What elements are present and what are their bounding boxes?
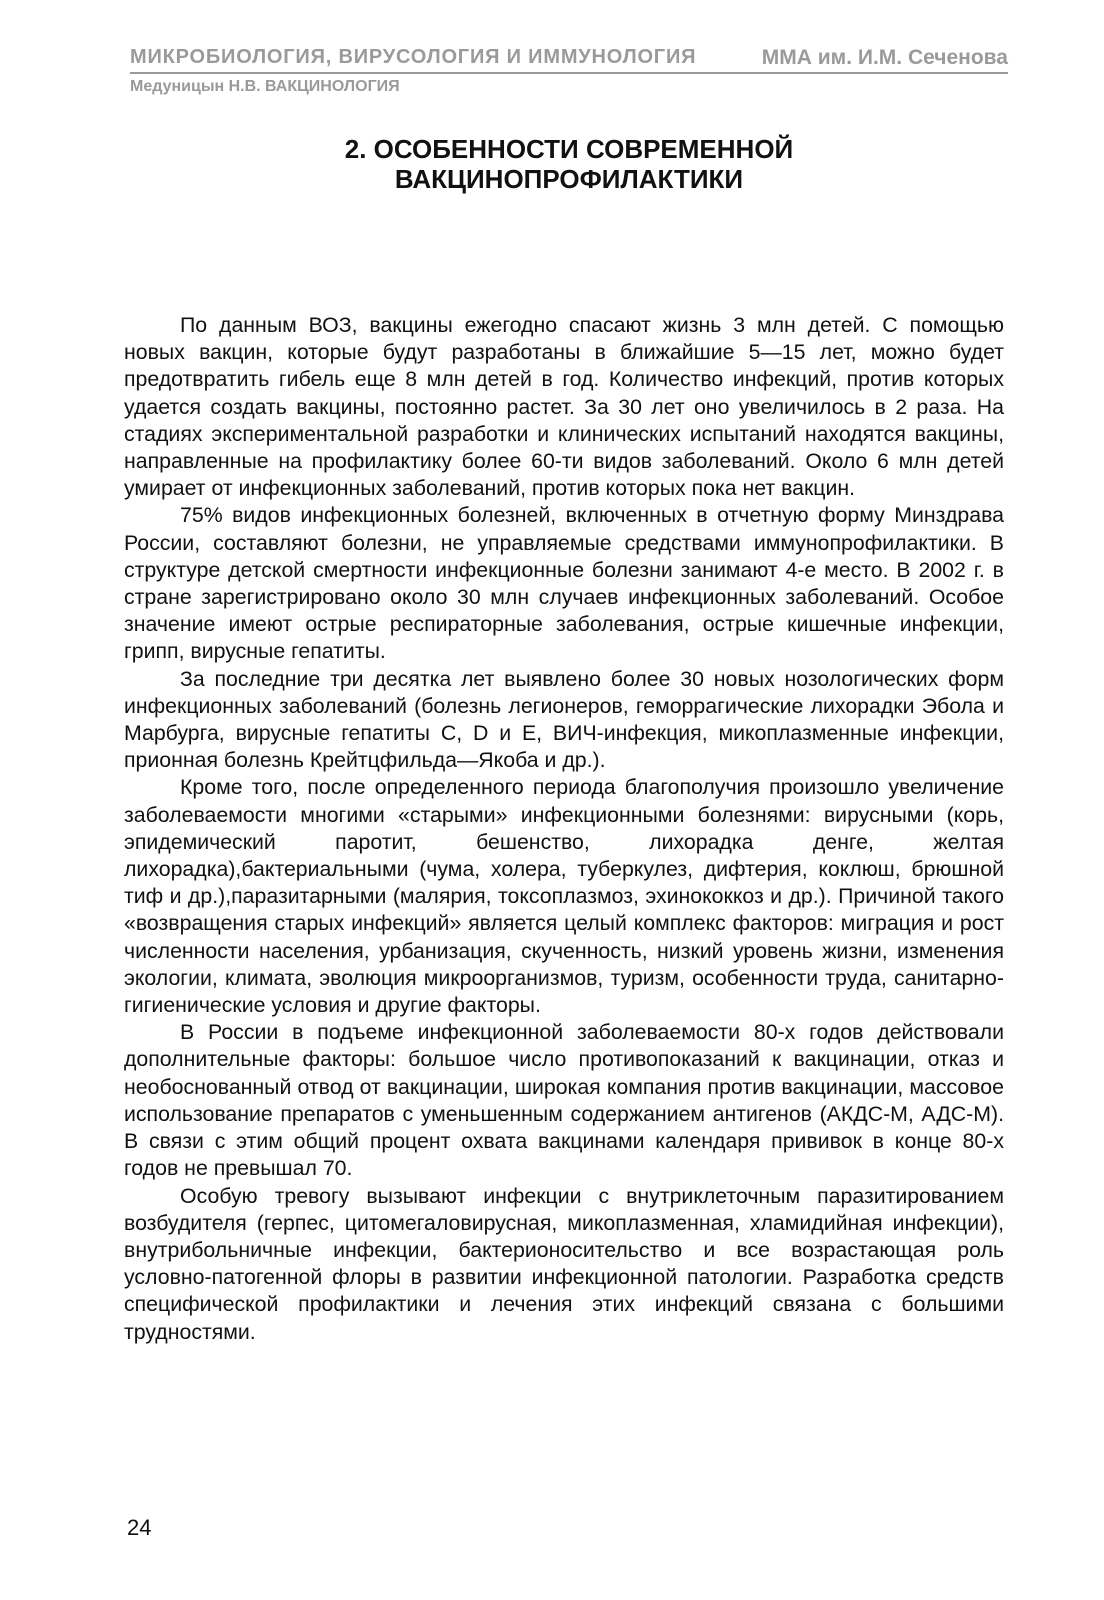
chapter-title-line-1: 2. ОСОБЕННОСТИ СОВРЕМЕННОЙ xyxy=(344,134,794,164)
paragraph-2: 75% видов инфекционных болезней, включенных в отчетную форму Минздрава России, составляют болезни, не управляемые средствами иммунопрофилактики. В структуре детской смертности инфекционные болезни занимают 4-е место. В 2002 г. в стране зарегистрировано около 30 млн случаев инфекционных заболеваний. Особое значение имеют острые респираторные заболевания, острые кишечные инфекции, грипп, вирусные гепатиты. xyxy=(124,503,1004,664)
page-header xyxy=(0,0,1104,100)
body-text xyxy=(124,312,1004,1346)
paragraph-1: По данным ВОЗ, вакцины ежегодно спасают жизнь 3 млн детей. С помощью новых вакцин, которые будут разработаны в ближайшие 5—15 лет, можно будет предотвратить гибель еще 8 млн детей в год. Количество инфекций, против которых удается создать вакцины, постоянно растет. За 30 лет оно увеличилось в 2 раза. На стадиях экспериментальной разработки и клинических испытаний находятся вакцины, направленные на профилактику более 60-ти видов заболеваний. Около 6 млн детей умирает от инфекционных заболеваний, против которых пока нет вакцин. xyxy=(124,313,1004,501)
paragraph-6: Особую тревогу вызывают инфекции с внутриклеточным паразитированием возбудителя (герпес, цитомегаловирусная, микоплазменная, хламидийная инфекции), внутрибольничные инфекции, бактерионосительство и все возрастающая роль условно-патогенной флоры в развитии инфекционной патологии. Разработка средств специфической профилактики и лечения этих инфекций связана с большими трудностями. xyxy=(124,1183,1004,1344)
paragraph-4: Кроме того, после определенного периода благополучия произошло увеличение заболеваемости многими «старыми» инфекционными болезнями: вирусными (корь, эпидемический паротит, бешенство, лихорадка денге, желтая лихорадка),бактериальными (чума, холера, туберкулез, дифтерия, коклюш, брюшной тиф и др.),паразитарными (малярия, токсоплазмоз, эхинококкоз и др.). Причиной такого «возвращения старых инфекций» является целый комплекс факторов: миграция и рост численности населения, урбанизация, скученность, низкий уровень жизни, изменения экологии, климата, эволюция микроорганизмов, туризм, особенности труда, санитарно-гигиенические условия и другие факторы. xyxy=(124,775,1004,1018)
chapter-title xyxy=(130,134,1008,194)
running-header-author-book: Медуницын Н.В. ВАКЦИНОЛОГИЯ xyxy=(130,78,400,95)
running-header-institution: ММА им. И.М. Сеченова xyxy=(761,46,1008,69)
page-number: 24 xyxy=(127,1515,152,1540)
header-divider xyxy=(130,72,1008,74)
paragraph-5: В России в подъеме инфекционной заболеваемости 80-х годов действовали дополнительные факторы: большое число противопоказаний к вакцинации, отказ и необоснованный отвод от вакцинации, широкая компания против вакцинации, массовое использование препаратов с уменьшенным содержанием антигенов (АКДС-М, АДС-М). В связи с этим общий процент охвата вакцинами календаря прививок в конце 80-х годов не превышал 70. xyxy=(124,1020,1004,1181)
chapter-title-line-2: ВАКЦИНОПРОФИЛАКТИКИ xyxy=(394,164,744,194)
paragraph-3: За последние три десятка лет выявлено более 30 новых нозологических форм инфекционных заболеваний (болезнь легионеров, геморрагические лихорадки Эбола и Марбурга, вирусные гепатиты С, D и Е, ВИЧ-инфекция, микоплазменные инфекции, прионная болезнь Крейтцфильда—Якоба и др.). xyxy=(124,666,1004,773)
running-header-discipline: МИКРОБИОЛОГИЯ, ВИРУСОЛОГИЯ И ИММУНОЛОГИЯ xyxy=(130,46,697,68)
